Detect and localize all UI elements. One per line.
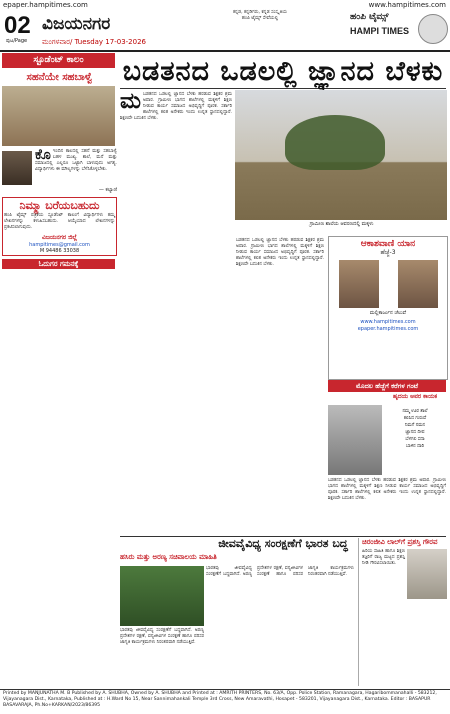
article-body: ಇಂದಿನ ಕಾಲದಲ್ಲಿ ಸಹನೆ ಮತ್ತು ಸಹಬಾಳ್ವೆ ಬಹಳ ಮುಖ್ಯ. ಶಾಲೆ, ಮನೆ ಮತ್ತು ಸಮಾಜದಲ್ಲಿ ಎಲ್ಲರೂ ಒಟ್ಟಾಗಿ ಬಾಳುವುದು ಅಗತ್ಯ. ವಿದ್ಯಾರ್ಥಿಗಳು ಈ ಮೌಲ್ಯಗಳನ್ನು ಬೆಳೆಸಿಕೊಳ್ಳಬೇಕು.	[35, 149, 117, 172]
feature-subtitle: ಹೆಜ್ಜೆ-3	[380, 249, 396, 256]
side-story	[358, 538, 449, 686]
students-photo	[2, 86, 115, 146]
person-photo-2	[398, 260, 438, 308]
article-author: — ಕಲ್ಯಾಣಿ	[98, 187, 117, 193]
person-photo-1	[339, 260, 379, 308]
student-column	[2, 53, 117, 653]
lower-body-column-1	[120, 628, 204, 686]
contact-phone: M 94486 33038	[39, 248, 80, 254]
main-body-text-2: ಬಡತನದ ಒಡಲಲ್ಲಿ ಜ್ಞಾನದ ಬೆಳಕು ಹರಡುವ ಶಿಕ್ಷಕರ ಶ್ರಮ ಅಪಾರ. ಗ್ರಾಮೀಣ ಭಾಗದ ಶಾಲೆಗಳಲ್ಲಿ ಮಕ್ಕಳಿಗೆ ಶಿಕ್ಷಣ ನೀಡುವ ಕಾರ್ಯ ಸಮಾಜದ ಅಭಿವೃದ್ಧಿಗೆ ಪೂರಕ. ಸರ್ಕಾರಿ ಶಾಲೆಗಳಲ್ಲಿ ಕಲಿತ ಅನೇಕರು ಇಂದು ಉನ್ನತ ಸ್ಥಾನದಲ್ಲಿದ್ದಾರೆ. ಶಿಕ್ಷಣವೇ ಬದುಕಿನ ಬೆಳಕು.	[236, 238, 324, 267]
main-body-column-2	[236, 238, 324, 534]
hero-photo	[235, 90, 447, 220]
author-portrait	[2, 151, 32, 185]
masthead	[0, 10, 450, 52]
ad-line-2: ಹಂಪಿ ಟೈಮ್ಸ್ ಸೇವೆಯಲ್ಲಿ	[241, 16, 279, 21]
ad-line-1: ಕನ್ನಡ, ಕನ್ನಡಿಗರು, ಕನ್ನಡ ಸಂಸ್ಕೃತಿಯ	[232, 10, 288, 15]
feature-name: ಮಲ್ಲಿಕಾರ್ಜುನ ಚೆಲುವೆ	[369, 310, 407, 316]
submission-title: ನಿಮ್ಮಾ ಬರೆಯಬಹುದು	[19, 199, 100, 212]
feature-website-1[interactable]: www.hampitimes.com	[360, 319, 416, 325]
forest-photo	[120, 566, 204, 626]
elder-portrait-photo	[407, 549, 447, 599]
city-title: ವಿಜಯನಗರ	[42, 14, 111, 34]
bw-portrait-photo	[328, 405, 382, 475]
brand-kannada: ಹಂಪಿ ಟೈಮ್ಸ್	[350, 12, 389, 22]
poem-body-text: ಬಡತನದ ಒಡಲಲ್ಲಿ ಜ್ಞಾನದ ಬೆಳಕು ಹರಡುವ ಶಿಕ್ಷಕರ ಶ್ರಮ ಅಪಾರ. ಗ್ರಾಮೀಣ ಭಾಗದ ಶಾಲೆಗಳಲ್ಲಿ ಮಕ್ಕಳಿಗೆ ಶಿಕ್ಷಣ ನೀಡುವ ಕಾರ್ಯ ಸಮಾಜದ ಅಭಿವೃದ್ಧಿಗೆ ಪೂರಕ. ಸರ್ಕಾರಿ ಶಾಲೆಗಳಲ್ಲಿ ಕಲಿತ ಅನೇಕರು ಇಂದು ಉನ್ನತ ಸ್ಥಾನದಲ್ಲಿದ್ದಾರೆ. ಶಿಕ್ಷಣವೇ ಬದುಕಿನ ಬೆಳಕು.	[328, 478, 446, 501]
article-title: ಸಹನೆಯೇ ಸಹಬಾಳ್ವೆ	[26, 72, 93, 83]
submission-text: ಹಂಪಿ ಟೈಮ್ಸ್ ಪತ್ರಿಕೆಯ ಸ್ಟೂಡೆಂಟ್ ಕಾಲಂಗೆ ವಿದ್ಯಾರ್ಥಿಗಳು ತಮ್ಮ ಲೇಖನಗಳನ್ನು ಕಳುಹಿಸಬಹುದು. ಆಯ್ಕೆಯಾದ ಲೇಖನಗಳನ್ನು ಪ್ರಕಟಿಸಲಾಗುವುದು.	[4, 213, 115, 230]
lower-body-text: ಭಾರತವು ಜೀವವೈವಿಧ್ಯ ಸಂರಕ್ಷಣೆಗೆ ಬದ್ಧವಾಗಿದೆ. ಅರಣ್ಯ ಪ್ರದೇಶಗಳ ರಕ್ಷಣೆ, ವನ್ಯಜೀವಿಗಳ ಸಂರಕ್ಷಣೆ ಹಾಗೂ ಪರಿಸರ ಜಾಗೃತಿ ಕಾರ್ಯಕ್ರಮಗಳು ನಿರಂತರವಾಗಿ ನಡೆಯುತ್ತಿವೆ.	[206, 566, 354, 577]
poem-title: ಹೃದಯ ಅವರ ಕಾಯಕ	[392, 393, 438, 400]
reader-notice-bar: ಓದುಗರ ಗಮನಕ್ಕೆ	[2, 259, 115, 269]
top-strip	[0, 0, 450, 10]
poem-body-column	[328, 478, 446, 534]
feature-box	[328, 236, 448, 380]
feature-website-2[interactable]: epaper.hampitimes.com	[357, 326, 419, 332]
contact-email[interactable]: hampitimes@gmail.com	[29, 242, 90, 248]
ad-text	[175, 10, 345, 48]
side-text: ಹಿರಿಯ ಸಾಹಿತಿ ಹಾಗೂ ಶಿಕ್ಷಣ ತಜ್ಞರಿಗೆ ರಾಜ್ಯ ಮಟ್ಟದ ಪ್ರಶಸ್ತಿ ನೀಡಿ ಗೌರವಿಸಲಾಯಿತು.	[362, 549, 405, 566]
lower-body-text-2: ಭಾರತವು ಜೀವವೈವಿಧ್ಯ ಸಂರಕ್ಷಣೆಗೆ ಬದ್ಧವಾಗಿದೆ. ಅರಣ್ಯ ಪ್ರದೇಶಗಳ ರಕ್ಷಣೆ, ವನ್ಯಜೀವಿಗಳ ಸಂರಕ್ಷಣೆ ಹಾಗೂ ಪರಿಸರ ಜಾಗೃತಿ ಕಾರ್ಯಕ್ರಮಗಳು ನಿರಂತರವಾಗಿ ನಡೆಯುತ್ತಿವೆ.	[120, 628, 204, 645]
lower-subhead: ಹಸಿರು ಮತ್ತು ಅರಣ್ಯ ಸಚಿವಾಲಯ ಮಾಹಿತಿ	[120, 553, 217, 561]
main-dropcap: ಮ	[120, 89, 141, 114]
submission-footer: ವಿಜಯನಗರ ಜಿಲ್ಲೆ	[41, 234, 78, 241]
epaper-url[interactable]: epaper.hampitimes.com	[3, 1, 88, 9]
feature-title: ಆಕಾಶವಾಣಿ ಯಾನ	[360, 239, 416, 249]
page-label: ಪುಟ/Page	[6, 38, 28, 44]
main-body-text: ಬಡತನದ ಒಡಲಲ್ಲಿ ಜ್ಞಾನದ ಬೆಳಕು ಹರಡುವ ಶಿಕ್ಷಕರ ಶ್ರಮ ಅಪಾರ. ಗ್ರಾಮೀಣ ಭಾಗದ ಶಾಲೆಗಳಲ್ಲಿ ಮಕ್ಕಳಿಗೆ ಶಿಕ್ಷಣ ನೀಡುವ ಕಾರ್ಯ ಸಮಾಜದ ಅಭಿವೃದ್ಧಿಗೆ ಪೂರಕ. ಸರ್ಕಾರಿ ಶಾಲೆಗಳಲ್ಲಿ ಕಲಿತ ಅನೇಕರು ಇಂದು ಉನ್ನತ ಸ್ಥಾನದಲ್ಲಿದ್ದಾರೆ. ಶಿಕ್ಷಣವೇ ಬದುಕಿನ ಬೆಳಕು.	[120, 92, 232, 121]
article-dropcap: ಕೊ	[35, 147, 51, 163]
website-url[interactable]: www.hampitimes.com	[368, 1, 446, 9]
main-body	[120, 89, 232, 532]
tree-shape	[285, 115, 385, 170]
red-bar: ಮೊದಲ ಹೆಜ್ಜೆಗೆ ಕರೆಗಳ ಗಂಟೆ	[328, 380, 446, 392]
hero-caption: ಗ್ರಾಮೀಣ ಶಾಲೆಯ ಆವರಣದಲ್ಲಿ ಮಕ್ಕಳು	[309, 221, 374, 227]
lower-body	[206, 566, 354, 686]
side-title: ಚಿರಂಜೀವಿ ಲಾಲ್‌ಗೆ ಪ್ರಶಸ್ತಿ ಗೌರವ	[362, 538, 438, 546]
brand-badge	[350, 12, 416, 46]
dateline: ಮಂಗಳವಾರ/ Tuesday 17-03-2026	[42, 38, 146, 46]
brand-english: HAMPI TIMES	[350, 26, 410, 36]
newspaper-logo-icon	[418, 14, 448, 44]
lower-headline: ಜೀವವೈವಿಧ್ಯ ಸಂರಕ್ಷಣೆಗೆ ಭಾರತ ಬದ್ಧ	[218, 537, 348, 550]
poem-text: ನಮ್ಮ ಊರ ಶಾಲೆ ಕಲಿಸಿದ ಗುರುವೆ ನಿಮಗೆ ನಮನ ಜ್ಞಾನದ ದೀಪ ಬೆಳಗಲಿ ಸದಾ ಬಾಳಿನ ದಾರಿ	[402, 409, 428, 449]
page-number: 02	[4, 12, 31, 39]
submission-box	[2, 197, 117, 256]
section-title: ಸ್ಟೂಡೆಂಟ್ ಕಾಲಂ	[2, 53, 115, 68]
main-headline: ಬಡತನದ ಒಡಲಲ್ಲಿ ಜ್ಞಾನದ ಬೆಳಕು	[120, 55, 446, 89]
imprint-footer: Printed by MANJUNATHA M. B Published by A. SHUBHA, Owned by A. SHUBHA and Printed at : AMRITH PRINTERS, No. 63/A, Opp. Police Station, Ramanagara, Hagaribommanahalli - 583212, Vijayanagara Dist., Karnataka, Published at : H.Ward No 15, Near Sannimahankali Temple 3rd Cross, New Amaravathi, Hosapet - 583201, Vijayanagara Dist., Karnataka. Editor : BASAPUR BASAVARAJA, Ph.No+KARKAN/2023/86395	[0, 689, 450, 714]
